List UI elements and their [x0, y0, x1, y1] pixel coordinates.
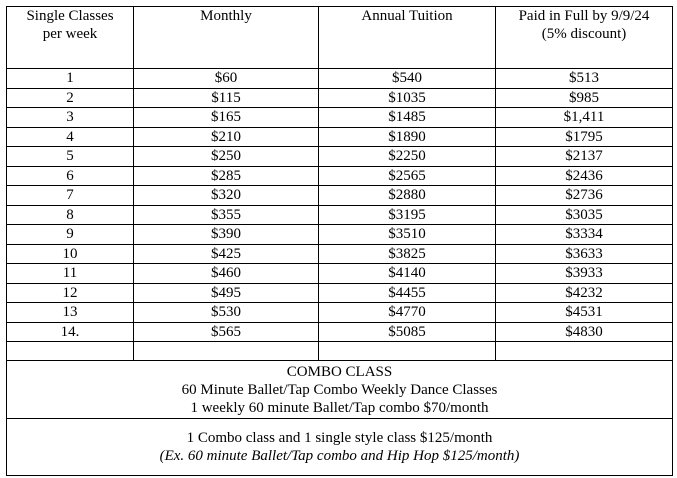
blank-cell [134, 342, 319, 361]
table-row [7, 69, 673, 89]
cell-monthly: $460 [134, 264, 319, 284]
cell-monthly: $425 [134, 244, 319, 264]
cell-classes: 11 [7, 264, 134, 284]
cell-annual: $4140 [319, 264, 496, 284]
cell-classes: 3 [7, 108, 134, 128]
cell-annual: $540 [319, 69, 496, 89]
cell-classes: 10 [7, 244, 134, 264]
blank-row [7, 342, 673, 361]
table-row [7, 88, 673, 108]
combo-title: COMBO CLASS [286, 363, 393, 380]
cell-monthly: $165 [134, 108, 319, 128]
table-row [7, 283, 673, 303]
table-row [7, 108, 673, 128]
cell-monthly: $495 [134, 283, 319, 303]
cell-classes: 4 [7, 127, 134, 147]
cell-annual: $4455 [319, 283, 496, 303]
table-row [7, 205, 673, 225]
cell-annual: $5085 [319, 322, 496, 342]
cell-monthly: $210 [134, 127, 319, 147]
cell-annual: $3510 [319, 225, 496, 245]
cell-monthly: $565 [134, 322, 319, 342]
cell-classes: 13 [7, 303, 134, 323]
cell-paid-in-full: $4830 [496, 322, 673, 342]
cell-paid-in-full: $3933 [496, 264, 673, 284]
cell-annual: $2880 [319, 186, 496, 206]
cell-monthly: $60 [134, 69, 319, 89]
combo-single-line: 1 Combo class and 1 single style class $125/month [186, 430, 493, 446]
header-single-classes: Single Classes per week [7, 7, 134, 69]
table-row [7, 147, 673, 167]
table-row [7, 166, 673, 186]
table-row [7, 264, 673, 284]
cell-classes: 8 [7, 205, 134, 225]
blank-cell [319, 342, 496, 361]
cell-paid-in-full: $2436 [496, 166, 673, 186]
combo-class-cell [7, 361, 673, 419]
cell-annual: $2250 [319, 147, 496, 167]
cell-monthly: $320 [134, 186, 319, 206]
header-monthly: Monthly [134, 7, 319, 69]
cell-annual: $1035 [319, 88, 496, 108]
cell-annual: $1890 [319, 127, 496, 147]
cell-classes: 9 [7, 225, 134, 245]
cell-paid-in-full: $2736 [496, 186, 673, 206]
cell-paid-in-full: $2137 [496, 147, 673, 167]
cell-paid-in-full: $1,411 [496, 108, 673, 128]
combo-single-cell [7, 419, 673, 476]
cell-classes: 5 [7, 147, 134, 167]
combo-single-note: (Ex. 60 minute Ballet/Tap combo and Hip Hop $125/month) [159, 448, 520, 464]
cell-paid-in-full: $985 [496, 88, 673, 108]
cell-monthly: $355 [134, 205, 319, 225]
cell-classes: 12 [7, 283, 134, 303]
cell-classes: 7 [7, 186, 134, 206]
header-annual-tuition: Annual Tuition [319, 7, 496, 69]
table-row [7, 244, 673, 264]
cell-monthly: $285 [134, 166, 319, 186]
tuition-table [6, 6, 673, 476]
table-row [7, 322, 673, 342]
cell-classes: 1 [7, 69, 134, 89]
cell-paid-in-full: $4232 [496, 283, 673, 303]
cell-paid-in-full: $4531 [496, 303, 673, 323]
cell-paid-in-full: $3334 [496, 225, 673, 245]
table-row [7, 225, 673, 245]
cell-annual: $2565 [319, 166, 496, 186]
cell-paid-in-full: $513 [496, 69, 673, 89]
cell-annual: $3195 [319, 205, 496, 225]
cell-monthly: $390 [134, 225, 319, 245]
cell-classes: 14. [7, 322, 134, 342]
cell-paid-in-full: $3633 [496, 244, 673, 264]
cell-classes: 6 [7, 166, 134, 186]
table-row [7, 127, 673, 147]
combo-class-row [7, 361, 673, 419]
cell-monthly: $115 [134, 88, 319, 108]
header-row [7, 7, 673, 69]
cell-annual: $1485 [319, 108, 496, 128]
cell-classes: 2 [7, 88, 134, 108]
combo-line-2: 1 weekly 60 minute Ballet/Tap combo $70/month [190, 399, 489, 416]
cell-annual: $3825 [319, 244, 496, 264]
cell-paid-in-full: $3035 [496, 205, 673, 225]
cell-monthly: $530 [134, 303, 319, 323]
cell-paid-in-full: $1795 [496, 127, 673, 147]
combo-single-row [7, 419, 673, 476]
cell-monthly: $250 [134, 147, 319, 167]
table-row [7, 186, 673, 206]
blank-cell [7, 342, 134, 361]
table-row [7, 303, 673, 323]
header-paid-in-full: Paid in Full by 9/9/24 (5% discount) [496, 7, 673, 69]
combo-line-1: 60 Minute Ballet/Tap Combo Weekly Dance Classes [181, 381, 498, 398]
cell-annual: $4770 [319, 303, 496, 323]
blank-cell [496, 342, 673, 361]
